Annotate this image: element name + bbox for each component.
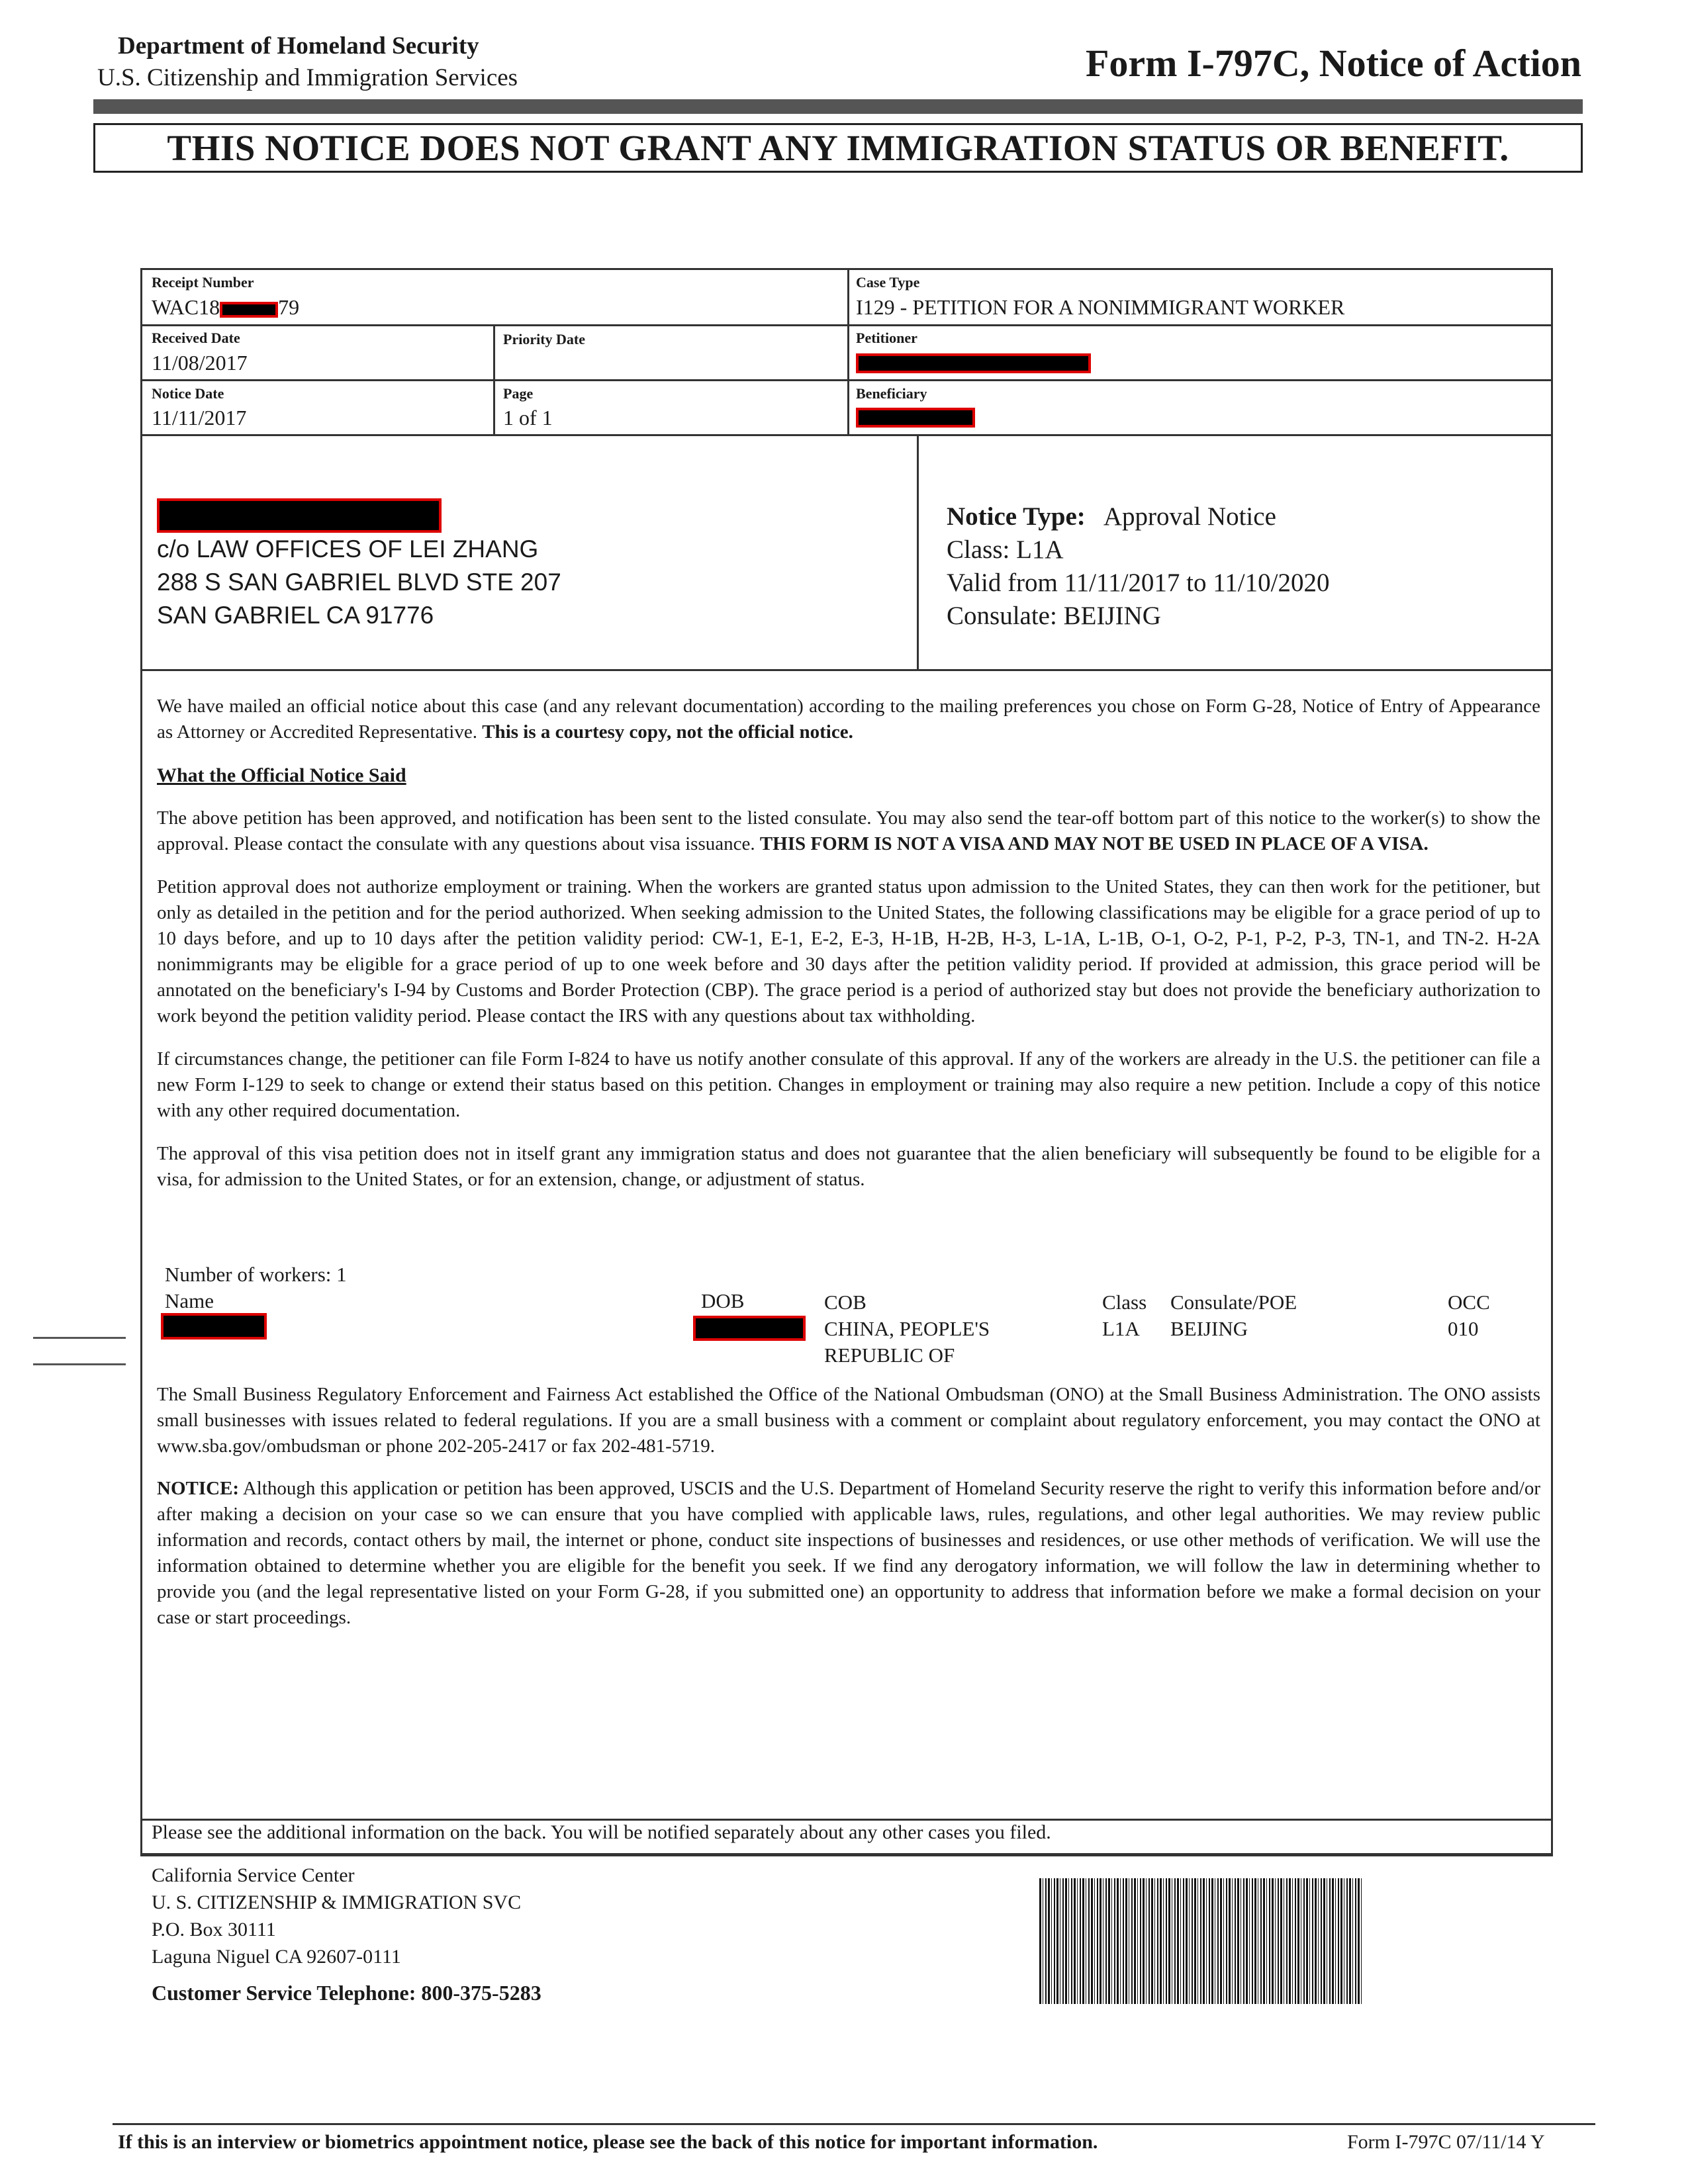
- address-line: 288 S SAN GABRIEL BLVD STE 207: [157, 569, 561, 596]
- petitioner-redaction: [856, 353, 1091, 373]
- case-type-label: Case Type: [856, 274, 920, 291]
- worker-count: Number of workers: 1: [165, 1263, 347, 1286]
- petitioner-label: Petitioner: [856, 330, 917, 346]
- paragraph: The above petition has been approved, and notification has been sent to the listed consulate. You may also send the tear-off bottom part of this notice to the worker(s) to show the approval. Please contact the consulate with any questions about visa issuance. THIS FORM IS NOT A VISA AND MAY NOT BE USED IN PLACE OF A VISA.: [157, 807, 1540, 854]
- receipt-number-label: Receipt Number: [152, 274, 254, 291]
- worker-name-redaction: [161, 1313, 267, 1340]
- form-title: Form I-797C, Notice of Action: [1086, 42, 1581, 85]
- paragraph: We have mailed an official notice about this case (and any relevant documentation) according to the mailing preferences you chose on Form G-28, Notice of Entry of Appearance as Attorney or Accredited Representative. This is a courtesy copy, not the official notice.: [157, 696, 1540, 743]
- worker-occ: OCC 010: [1448, 1291, 1490, 1340]
- notice-date: 11/11/2017: [152, 406, 247, 430]
- worker-cob: COB CHINA, PEOPLE'S REPUBLIC OF: [824, 1291, 990, 1367]
- received-date-label: Received Date: [152, 330, 240, 346]
- service-center-address: California Service Center U. S. CITIZENSHIP & IMMIGRATION SVC P.O. Box 30111 Laguna Niguel CA 92607-0111: [152, 1864, 522, 1968]
- page-number: 1 of 1: [503, 406, 553, 430]
- verification-notice: NOTICE: Although this application or petition has been approved, USCIS and the U.S. Department of Homeland Security reserve the right to verify this information before and/or after making a decision on your case so we can ensure that you have complied with applicable laws, rules, regulations, and other legal authorities. We may review public information and records, contact others by mail, the internet or phone, conduct site inspections of businesses and residences, or use other methods of verification. We will use the information obtained to determine whether you are eligible for the benefit you seek. If we find any derogatory information, we will follow the law in determining whether to provide you (and the legal representative listed on your Form G-28, if you submitted one) an opportunity to address that information before we make a formal decision on your case or start proceedings.: [157, 1478, 1540, 1628]
- addressee-redaction: [157, 498, 442, 533]
- page-label: Page: [503, 385, 534, 402]
- notice-type-label: Notice Type:: [947, 502, 1086, 531]
- worker-dob-redaction: [693, 1316, 806, 1341]
- footer-instructions: If this is an interview or biometrics appointment notice, please see the back of this notice for important information.: [118, 2131, 1098, 2153]
- received-date: 11/08/2017: [152, 351, 248, 375]
- footer-divider: [113, 2123, 1595, 2125]
- priority-date-label: Priority Date: [503, 331, 585, 347]
- address-line: c/o LAW OFFICES OF LEI ZHANG: [157, 535, 539, 563]
- agency-subname: U.S. Citizenship and Immigration Services: [97, 64, 518, 91]
- header-divider: [93, 99, 1583, 114]
- sba-paragraph: The Small Business Regulatory Enforcement and Fairness Act established the Office of the National Ombudsman (ONO) at the Small Business Administration. The ONO assists small businesses with issues related to federal regulations. If you are a small business with a comment or complaint about regulatory enforcement, you may contact the ONO at www.sba.gov/ombudsman or phone 202-205-2417 or fax 202-481-5719.: [157, 1384, 1540, 1457]
- barcode: [1039, 1878, 1364, 2004]
- additional-info: Please see the additional information on the back. You will be notified separately about any other cases you filed.: [152, 1821, 1051, 1843]
- notice-frame: [140, 268, 1553, 2005]
- paragraph: The approval of this visa petition does not in itself grant any immigration status and does not guarantee that the alien beneficiary will subsequently be found to be eligible for a visa, for admission to the United States, or for an extension, change, or adjustment of status.: [157, 1143, 1540, 1190]
- notice-date-label: Notice Date: [152, 385, 224, 402]
- form-revision: Form I-797C 07/11/14 Y: [1347, 2131, 1545, 2153]
- paragraph: Petition approval does not authorize employment or training. When the workers are granted status upon admission to the United States, they can then work for the petitioner, but only as detailed in the petition and for the period authorized. When seeking admission to the United States, the following classifications may be eligible for a grace period of up to 10 days before, and up to 10 days after the petition validity period: CW-1, E-1, E-2, E-3, H-1B, H-2B, H-3, L-1A, L-1B, O-1, O-2, P-1, P-2, P-3, TN-1, and TN-2. H-2A nonimmigrants may be eligible for a grace period of up to one week before and 30 days after the petition validity period. If provided at admission, this grace period will be annotated on the beneficiary's I-94 by Customs and Border Protection (CBP). The grace period is a period of authorized stay but does not provide the beneficiary authorization to work beyond the petition validity period. Please contact the IRS with any questions about tax withholding.: [157, 876, 1540, 1026]
- notice-body: [157, 694, 1540, 1210]
- worker-class: Class L1A: [1102, 1291, 1147, 1340]
- mailing-address: [157, 533, 561, 632]
- worker-name-header: Name: [165, 1289, 214, 1312]
- worker-consulate: Consulate/POE BEIJING: [1170, 1291, 1297, 1340]
- worker-dob-header: DOB: [701, 1289, 745, 1312]
- beneficiary-label: Beneficiary: [856, 385, 927, 402]
- warning-banner: THIS NOTICE DOES NOT GRANT ANY IMMIGRATION STATUS OR BENEFIT.: [93, 123, 1583, 173]
- notice-type: Approval Notice: [1103, 502, 1276, 531]
- customer-service-phone: Customer Service Telephone: 800-375-5283: [152, 1981, 541, 2005]
- agency-name: Department of Homeland Security: [118, 32, 479, 60]
- address-line: SAN GABRIEL CA 91776: [157, 602, 434, 629]
- redaction: [220, 302, 278, 318]
- case-type: I129 - PETITION FOR A NONIMMIGRANT WORKER: [856, 295, 1345, 319]
- beneficiary-redaction: [856, 408, 975, 428]
- section-heading: What the Official Notice Said: [157, 764, 406, 786]
- paragraph: If circumstances change, the petitioner can file Form I-824 to have us notify another consulate of this approval. If any of the workers are already in the U.S. the petitioner can file a new Form I-129 to seek to change or extend their status based on this petition. Changes in employment or training may also require a new petition. Include a copy of this notice with any other required documentation.: [157, 1048, 1540, 1121]
- notice-class: Class: L1A: [947, 535, 1064, 564]
- receipt-number: WAC18 79: [152, 295, 300, 319]
- notice-summary: [947, 500, 1329, 633]
- fold-mark: [33, 1363, 126, 1365]
- notice-validity: Valid from 11/11/2017 to 11/10/2020: [947, 569, 1330, 597]
- fold-mark: [33, 1337, 126, 1339]
- notice-consulate: Consulate: BEIJING: [947, 602, 1161, 630]
